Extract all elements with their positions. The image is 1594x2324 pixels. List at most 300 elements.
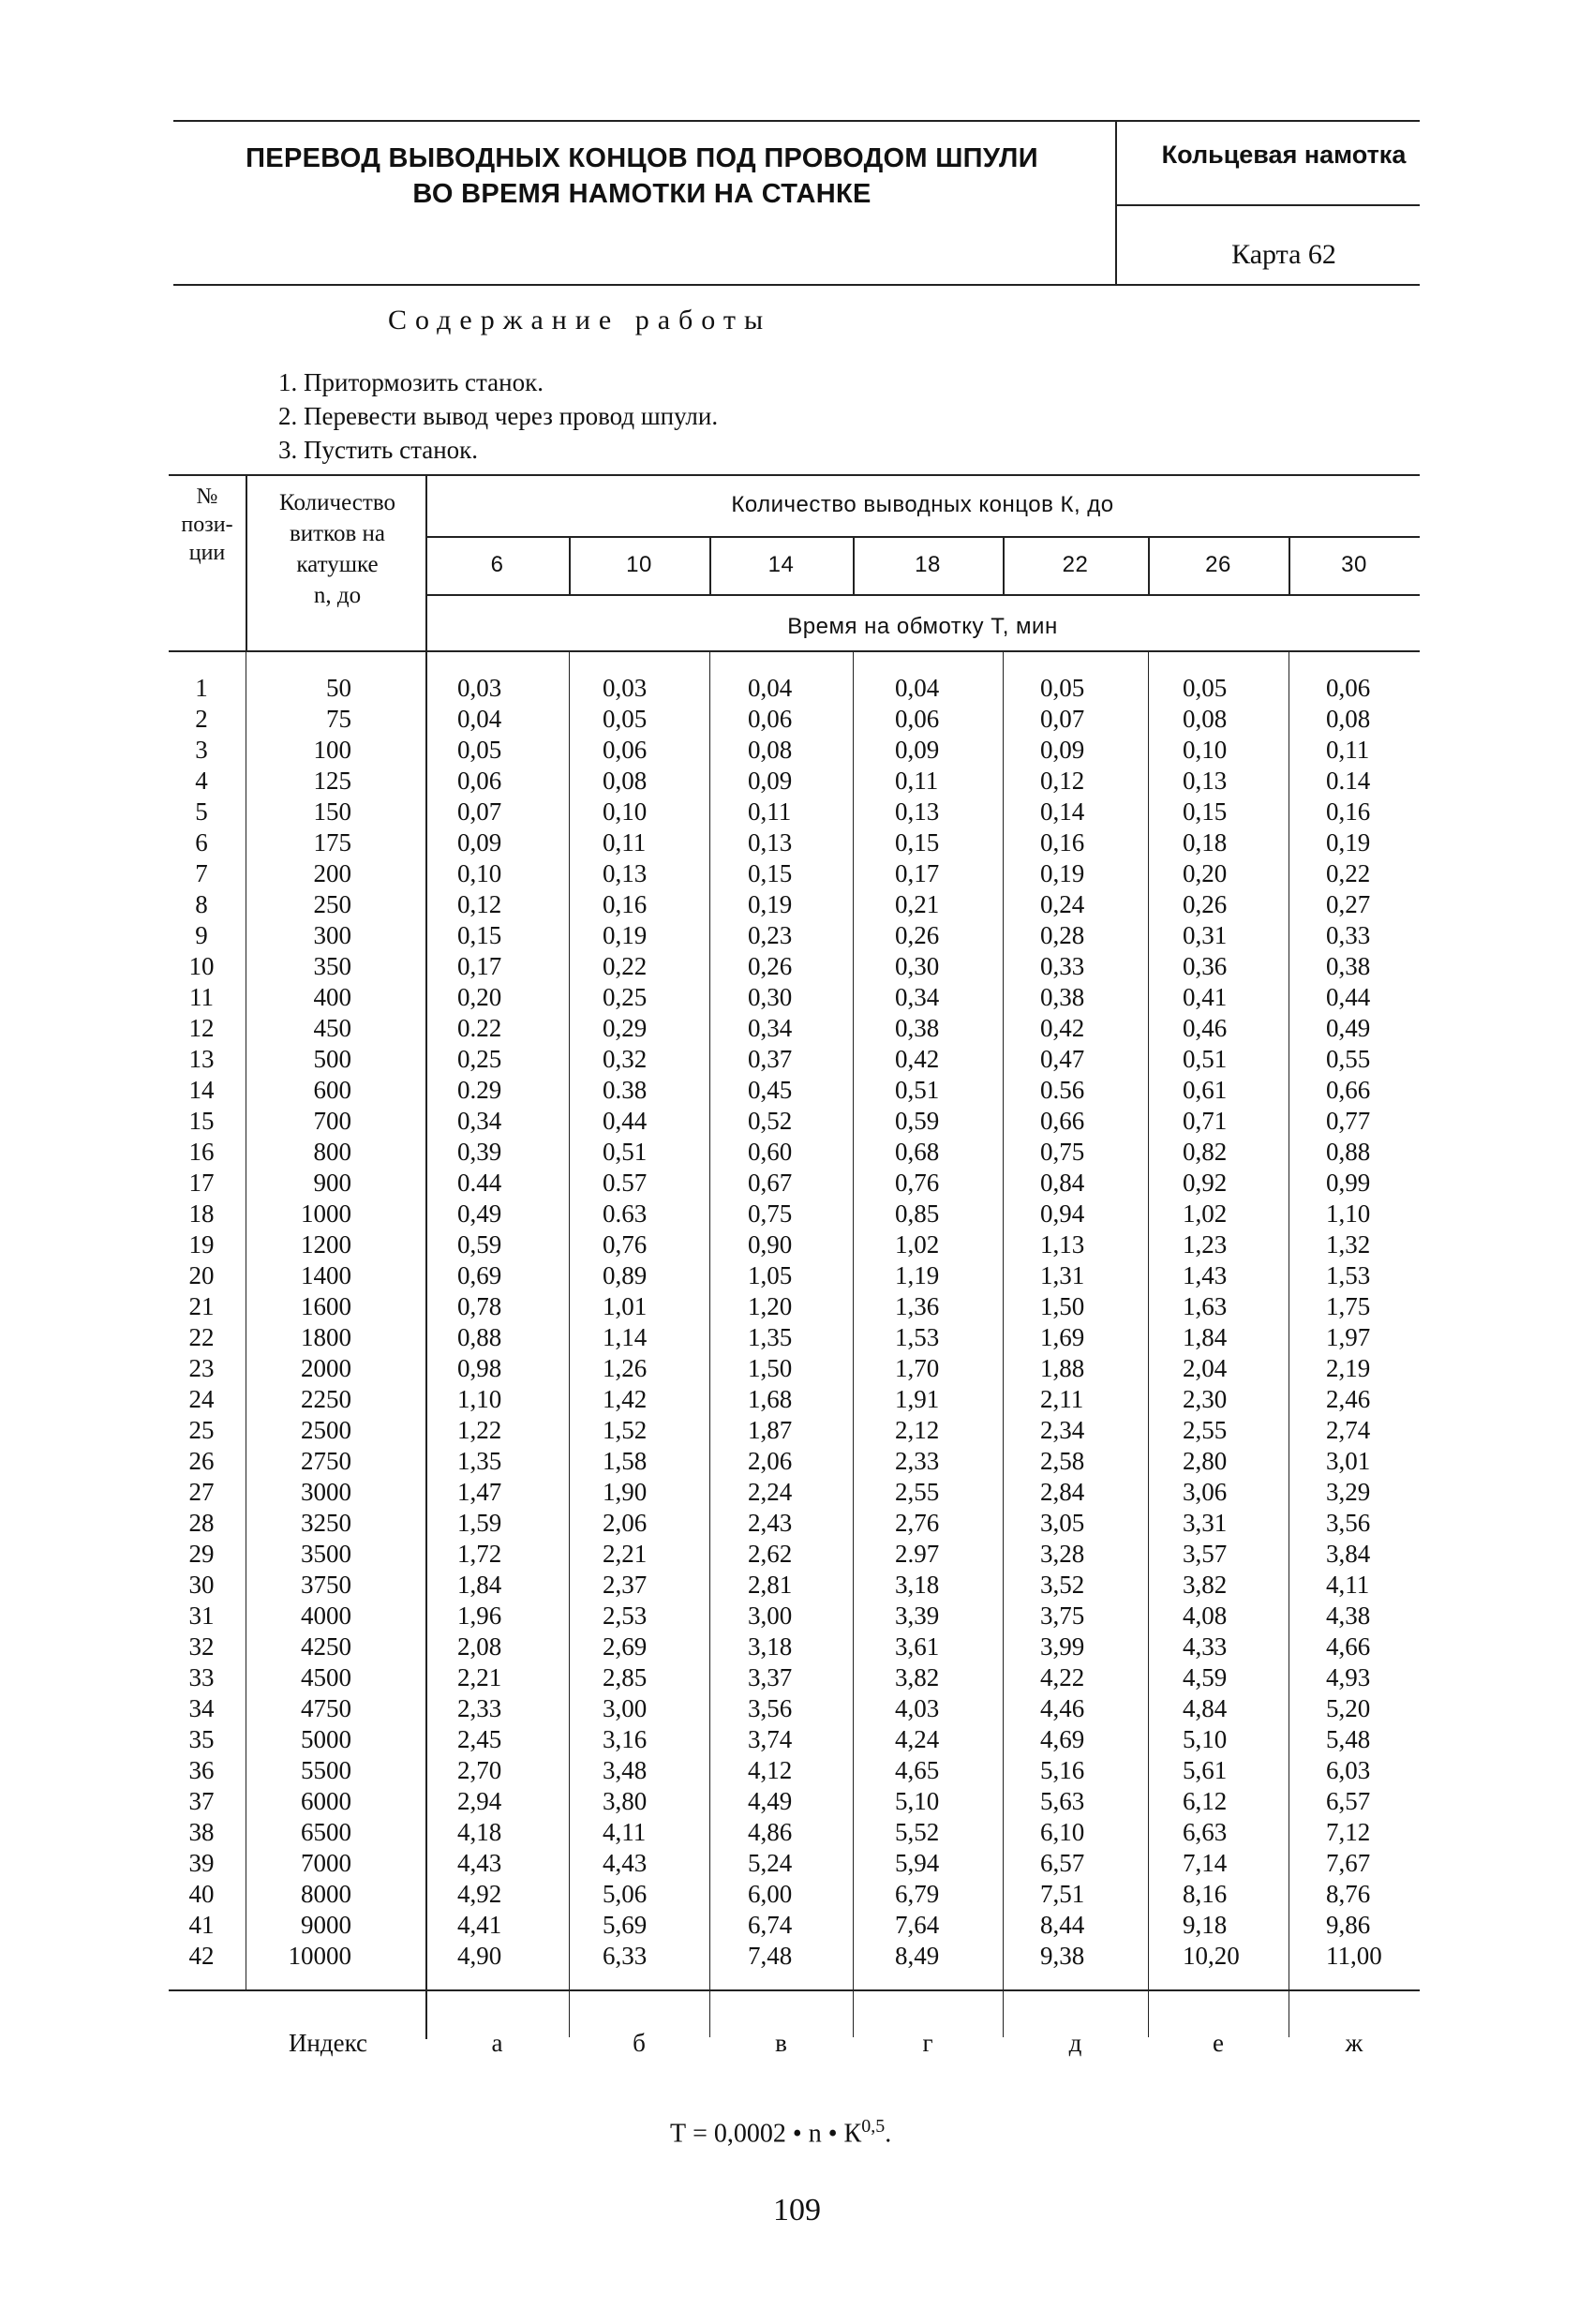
table-cell: 11	[189, 983, 214, 1011]
table-cell: 22	[188, 1323, 215, 1351]
table-cell: 50	[326, 674, 351, 702]
table-cell: 4,59	[1183, 1663, 1228, 1691]
table-cell: 8,76	[1326, 1880, 1371, 1908]
table-cell: 0,13	[603, 859, 648, 887]
table-cell: 1,90	[603, 1478, 648, 1506]
table-cell: 6,79	[895, 1880, 940, 1908]
table-cell: 2,37	[603, 1571, 648, 1599]
table-cell: 0,76	[603, 1230, 648, 1259]
time-column-k6	[457, 673, 501, 1972]
table-cell: 0,88	[1326, 1138, 1371, 1166]
table-cell: 14	[188, 1076, 215, 1104]
table-cell: 6,74	[748, 1911, 793, 1939]
table-cell: 0,21	[895, 890, 940, 918]
table-cell: 1000	[301, 1199, 351, 1228]
table-cell: 0,32	[603, 1045, 648, 1073]
table-cell: 1,84	[457, 1571, 502, 1599]
body-rule-3	[853, 650, 854, 2037]
k-value-30: 30	[1341, 552, 1367, 577]
table-cell: 2,21	[457, 1663, 502, 1691]
col-header-turns	[248, 487, 426, 611]
table-cell: 2,04	[1183, 1354, 1228, 1382]
table-cell: 3,82	[895, 1663, 940, 1691]
table-cell: 0,04	[895, 674, 940, 702]
table-cell: 0,49	[1326, 1014, 1371, 1042]
table-cell: 1,35	[748, 1323, 793, 1351]
table-cell: 450	[313, 1014, 351, 1042]
table-cell: 1,10	[1326, 1199, 1371, 1228]
time-column-k30	[1326, 673, 1382, 1972]
table-cell: 3,80	[603, 1787, 648, 1815]
table-cell: 2	[195, 705, 208, 733]
table-cell: 5,69	[603, 1911, 648, 1939]
table-cell: 0,89	[603, 1261, 648, 1289]
table-cell: 2,85	[603, 1663, 648, 1691]
table-cell: 2,33	[895, 1447, 940, 1475]
table-cell: 5,20	[1326, 1694, 1371, 1722]
table-cell: 4,11	[1326, 1571, 1370, 1599]
table-cell: 37	[188, 1787, 215, 1815]
table-cell: 700	[313, 1107, 351, 1135]
table-cell: 5,24	[748, 1849, 793, 1877]
table-cell: 4,38	[1326, 1601, 1371, 1630]
table-cell: 0,03	[457, 674, 502, 702]
table-cell: 1,26	[603, 1354, 648, 1382]
k-value-26: 26	[1205, 552, 1231, 577]
table-cell: 0,15	[748, 859, 793, 887]
table-cell: 5,52	[895, 1818, 940, 1846]
table-cell: 0,30	[895, 952, 940, 980]
table-cell: 13	[188, 1045, 215, 1073]
table-cell: 2,33	[457, 1694, 502, 1722]
table-cell: 9000	[301, 1911, 351, 1939]
table-cell: 0.22	[457, 1014, 502, 1042]
table-cell: 3,18	[748, 1632, 793, 1661]
table-cell: 0,03	[603, 674, 648, 702]
formula-text: Т = 0,0002 • n • К	[670, 2119, 862, 2149]
table-cell: 1200	[301, 1230, 351, 1259]
table-cell: 0,99	[1326, 1169, 1371, 1197]
table-cell: 0,08	[1326, 705, 1371, 733]
index-letter: а	[491, 2029, 503, 2057]
table-cell: 5,16	[1040, 1756, 1085, 1784]
body-rule-2	[709, 650, 710, 2037]
table-cell: 9,18	[1183, 1911, 1228, 1939]
table-cell: 0,42	[1040, 1014, 1085, 1042]
table-cell: 0,94	[1040, 1199, 1085, 1228]
table-cell: 1,70	[895, 1354, 940, 1382]
table-cell: 0.29	[457, 1076, 502, 1104]
table-cell: 7,14	[1183, 1849, 1228, 1877]
table-cell: 4,18	[457, 1818, 502, 1846]
table-cell: 150	[313, 797, 351, 826]
table-cell: 7,12	[1326, 1818, 1371, 1846]
table-cell: 3	[195, 736, 208, 764]
col-header-position-line: №	[196, 484, 218, 509]
k-value-22: 22	[1062, 552, 1089, 577]
table-cell: 4,11	[603, 1818, 647, 1846]
table-cell: 4,22	[1040, 1663, 1085, 1691]
table-cell: 0,45	[748, 1076, 793, 1104]
table-cell: 1,23	[1183, 1230, 1228, 1259]
table-cell: 4750	[301, 1694, 351, 1722]
table-cell: 2,19	[1326, 1354, 1371, 1382]
table-cell: 0,11	[748, 797, 792, 826]
table-cell: 1,14	[603, 1323, 648, 1351]
table-cell: 0,67	[748, 1169, 793, 1197]
table-cell: 0,07	[457, 797, 502, 826]
table-cell: 0,16	[1326, 797, 1371, 826]
index-letter: е	[1213, 2029, 1224, 2057]
table-cell: 35	[188, 1725, 215, 1753]
table-cell: 2,12	[895, 1416, 940, 1444]
table-cell: 1,97	[1326, 1323, 1371, 1351]
table-cell: 3,56	[748, 1694, 793, 1722]
table-cell: 2,53	[603, 1601, 648, 1630]
table-cell: 0,92	[1183, 1169, 1228, 1197]
table-cell: 0,28	[1040, 921, 1085, 949]
table-cell: 0,22	[603, 952, 648, 980]
table-cell: 0,19	[748, 890, 793, 918]
table-cell: 0,22	[1326, 859, 1371, 887]
table-cell: 17	[188, 1169, 215, 1197]
table-cell: 0,31	[1183, 921, 1228, 949]
table-cell: 6,63	[1183, 1818, 1228, 1846]
table-cell: 0,68	[895, 1138, 940, 1166]
table-cell: 0,04	[457, 705, 502, 733]
card-number: Карта 62	[1231, 239, 1336, 270]
col-header-turns-line: витков на	[289, 521, 385, 546]
table-cell: 0.44	[457, 1169, 502, 1197]
table-cell: 2,74	[1326, 1416, 1371, 1444]
table-cell: 4,69	[1040, 1725, 1085, 1753]
table-cell: 5,48	[1326, 1725, 1371, 1753]
table-cell: 34	[188, 1694, 215, 1722]
table-cell: 1,59	[457, 1509, 502, 1537]
table-cell: 3,31	[1183, 1509, 1228, 1537]
table-cell: 36	[188, 1756, 215, 1784]
table-cell: 42	[188, 1942, 215, 1970]
table-cell: 2,21	[603, 1540, 648, 1568]
index-label: Индекс	[288, 2029, 368, 2057]
table-cell: 3250	[301, 1509, 351, 1537]
table-cell: 3,61	[895, 1632, 940, 1661]
table-cell: 24	[188, 1385, 215, 1413]
table-cell: 0,42	[895, 1045, 940, 1073]
table-cell: 250	[313, 890, 351, 918]
table-cell: 3500	[301, 1540, 351, 1568]
body-index-rule	[169, 1989, 1420, 1991]
index-letter: г	[922, 2029, 933, 2057]
table-cell: 10000	[288, 1942, 351, 1970]
formula-exponent: 0,5	[861, 2116, 886, 2137]
table-cell: 2,84	[1040, 1478, 1085, 1506]
table-cell: 2,69	[603, 1632, 648, 1661]
table-cell: 0,10	[603, 797, 648, 826]
table-cell: 6	[195, 828, 208, 857]
table-cell: 0,49	[457, 1199, 502, 1228]
table-cell: 6,00	[748, 1880, 793, 1908]
table-cell: 300	[313, 921, 351, 949]
table-cell: 0,06	[457, 767, 502, 795]
table-cell: 100	[313, 736, 351, 764]
k-value-10: 10	[626, 552, 652, 577]
table-cell: 3,39	[895, 1601, 940, 1630]
table-cell: 2750	[301, 1447, 351, 1475]
table-cell: 5,63	[1040, 1787, 1085, 1815]
table-cell: 27	[188, 1478, 215, 1506]
table-cell: 0,08	[748, 736, 793, 764]
time-column-k18	[895, 673, 939, 1972]
page-number: 109	[773, 2193, 821, 2227]
table-cell: 0,05	[457, 736, 502, 764]
index-letter: б	[633, 2029, 646, 2057]
table-cell: 0,29	[603, 1014, 648, 1042]
table-cell: 0,34	[748, 1014, 793, 1042]
table-cell: 0,98	[457, 1354, 502, 1382]
table-cell: 3,01	[1326, 1447, 1371, 1475]
table-cell: 7,67	[1326, 1849, 1371, 1877]
table-cell: 1,52	[603, 1416, 648, 1444]
table-cell: 0,66	[1040, 1107, 1085, 1135]
header-bottom-rule	[173, 284, 1420, 286]
table-cell: 6500	[301, 1818, 351, 1846]
table-cell: 5,94	[895, 1849, 940, 1877]
table-cell: 3,48	[603, 1756, 648, 1784]
table-cell: 1,42	[603, 1385, 648, 1413]
table-cell: 1,58	[603, 1447, 648, 1475]
table-cell: 1,43	[1183, 1261, 1228, 1289]
table-cell: 0,55	[1326, 1045, 1371, 1073]
table-cell: 4	[195, 767, 208, 795]
col-rule-turns	[425, 474, 427, 2039]
table-cell: 0,05	[1040, 674, 1085, 702]
table-cell: 4,24	[895, 1725, 940, 1753]
table-cell: 0,59	[457, 1230, 502, 1259]
header-body-rule	[169, 650, 1420, 652]
table-cell: 0,07	[1040, 705, 1085, 733]
table-cell: 0.14	[1326, 767, 1371, 795]
table-cell: 1,47	[457, 1478, 502, 1506]
table-cell: 0,17	[457, 952, 502, 980]
table-cell: 7,64	[895, 1911, 940, 1939]
time-column-k14	[748, 673, 792, 1972]
table-cell: 4,86	[748, 1818, 793, 1846]
table-cell: 5000	[301, 1725, 351, 1753]
table-cell: 10,20	[1183, 1942, 1240, 1970]
table-cell: 0,77	[1326, 1107, 1371, 1135]
table-cell: 5,06	[603, 1880, 648, 1908]
table-cell: 800	[313, 1138, 351, 1166]
table-cell: 0,75	[748, 1199, 793, 1228]
table-cell: 1,32	[1326, 1230, 1371, 1259]
table-cell: 0,05	[1183, 674, 1228, 702]
table-cell: 2,24	[748, 1478, 793, 1506]
table-cell: 6,33	[603, 1942, 648, 1970]
k-values-rule	[425, 594, 1420, 596]
table-cell: 23	[188, 1354, 215, 1382]
table-cell: 4,08	[1183, 1601, 1228, 1630]
table-cell: 3,84	[1326, 1540, 1371, 1568]
table-cell: 0,61	[1183, 1076, 1228, 1104]
k-header-rule	[425, 536, 1420, 538]
table-cell: 1,20	[748, 1292, 793, 1320]
table-cell: 2,55	[895, 1478, 940, 1506]
table-cell: 0,90	[748, 1230, 793, 1259]
table-cell: 3,56	[1326, 1509, 1371, 1537]
table-cell: 8,44	[1040, 1911, 1085, 1939]
table-cell: 0,16	[603, 890, 648, 918]
work-content-title: Содержание работы	[388, 305, 772, 335]
table-cell: 1,31	[1040, 1261, 1085, 1289]
table-cell: 0.63	[603, 1199, 648, 1228]
table-cell: 0,13	[895, 797, 940, 826]
table-cell: 0,16	[1040, 828, 1085, 857]
table-cell: 0,51	[1183, 1045, 1228, 1073]
table-cell: 0,33	[1326, 921, 1371, 949]
title-line-2: ВО ВРЕМЯ НАМОТКИ НА СТАНКЕ	[412, 179, 871, 209]
table-cell: 3,99	[1040, 1632, 1085, 1661]
table-cell: 2,08	[457, 1632, 502, 1661]
col-header-turns-line: Количество	[279, 490, 395, 515]
table-cell: 20	[188, 1261, 215, 1289]
table-cell: 1,13	[1040, 1230, 1085, 1259]
table-cell: 1,68	[748, 1385, 793, 1413]
table-cell: 2250	[301, 1385, 351, 1413]
table-cell: 21	[188, 1292, 215, 1320]
table-cell: 200	[313, 859, 351, 887]
k-value-14: 14	[767, 552, 795, 577]
table-cell: 0,18	[1183, 828, 1228, 857]
table-cell: 0,30	[748, 983, 793, 1011]
time-header: Время на обмотку Т, мин	[787, 614, 1058, 639]
table-cell: 32	[188, 1632, 215, 1661]
table-cell: 4,49	[748, 1787, 793, 1815]
table-cell: 0,24	[1040, 890, 1085, 918]
table-cell: 0,38	[1326, 952, 1371, 980]
table-cell: 4,33	[1183, 1632, 1228, 1661]
table-cell: 0,15	[1183, 797, 1228, 826]
work-step: 1. Притормозить станок.	[278, 368, 544, 396]
table-cell: 2,11	[1040, 1385, 1084, 1413]
title-line-1: ПЕРЕВОД ВЫВОДНЫХ КОНЦОВ ПОД ПРОВОДОМ ШПУЛИ	[246, 143, 1038, 173]
table-cell: 0,23	[748, 921, 793, 949]
body-rule-5	[1148, 650, 1149, 2037]
table-cell: 0,34	[457, 1107, 502, 1135]
table-cell: 2,58	[1040, 1447, 1085, 1475]
table-cell: 0,12	[457, 890, 502, 918]
table-cell: 2,30	[1183, 1385, 1228, 1413]
table-cell: 1,91	[895, 1385, 940, 1413]
table-cell: 0,36	[1183, 952, 1228, 980]
table-cell: 4,90	[457, 1942, 502, 1970]
table-cell: 2,62	[748, 1540, 793, 1568]
table-cell: 3,05	[1040, 1509, 1085, 1537]
page-title	[192, 141, 1092, 212]
table-cell: 4250	[301, 1632, 351, 1661]
table-cell: 0,26	[748, 952, 793, 980]
table-cell: 1,75	[1326, 1292, 1371, 1320]
table-cell: 4000	[301, 1601, 351, 1630]
table-cell: 4,12	[748, 1756, 793, 1784]
table-cell: 0,10	[457, 859, 502, 887]
table-cell: 4,93	[1326, 1663, 1371, 1691]
table-cell: 5,61	[1183, 1756, 1228, 1784]
table-cell: 3,29	[1326, 1478, 1371, 1506]
table-cell: 25	[188, 1416, 215, 1444]
table-cell: 26	[188, 1447, 215, 1475]
table-cell: 0,85	[895, 1199, 940, 1228]
table-cell: 0,08	[1183, 705, 1228, 733]
table-cell: 2,34	[1040, 1416, 1085, 1444]
table-cell: 0,14	[1040, 797, 1085, 826]
table-cell: 2,94	[457, 1787, 502, 1815]
table-cell: 3,00	[603, 1694, 648, 1722]
table-cell: 1,02	[1183, 1199, 1228, 1228]
body-rule-1	[569, 650, 570, 2037]
table-cell: 1,05	[748, 1261, 793, 1289]
table-cell: 2,06	[603, 1509, 648, 1537]
table-cell: 1,84	[1183, 1323, 1228, 1351]
table-cell: 4,65	[895, 1756, 940, 1784]
table-cell: 0,06	[1326, 674, 1371, 702]
col-header-position-line: пози-	[181, 513, 233, 537]
table-cell: 3,82	[1183, 1571, 1228, 1599]
table-cell: 7,51	[1040, 1880, 1085, 1908]
table-cell: 2,55	[1183, 1416, 1228, 1444]
category-label: Кольцевая намотка	[1161, 141, 1407, 169]
table-cell: 41	[188, 1911, 215, 1939]
table-cell: 400	[313, 983, 351, 1011]
table-cell: 500	[313, 1045, 351, 1073]
table-cell: 1	[195, 674, 208, 702]
table-cell: 33	[188, 1663, 215, 1691]
table-cell: 28	[188, 1509, 215, 1537]
table-cell: 0,09	[457, 828, 502, 857]
table-cell: 39	[188, 1849, 215, 1877]
table-cell: 1400	[301, 1261, 351, 1289]
table-cell: 0,05	[603, 705, 648, 733]
table-cell: 0,60	[748, 1138, 793, 1166]
table-cell: 0,38	[895, 1014, 940, 1042]
col-header-turns-line: n, до	[313, 583, 362, 608]
table-cell: 2500	[301, 1416, 351, 1444]
table-cell: 2,45	[457, 1725, 502, 1753]
table-cell: 1,22	[457, 1416, 502, 1444]
work-step: 3. Пустить станок.	[278, 436, 479, 464]
table-cell: 11,00	[1326, 1942, 1382, 1970]
table-cell: 0,06	[895, 705, 940, 733]
table-cell: 2,76	[895, 1509, 940, 1537]
table-cell: 0,09	[1040, 736, 1085, 764]
table-cell: 0.38	[603, 1076, 648, 1104]
table-cell: 1,72	[457, 1540, 502, 1568]
table-cell: 6,10	[1040, 1818, 1085, 1846]
time-column-k10	[603, 673, 647, 1972]
table-cell: 0,84	[1040, 1169, 1085, 1197]
table-cell: 3,75	[1040, 1601, 1085, 1630]
table-cell: 1,01	[603, 1292, 648, 1320]
table-cell: 5500	[301, 1756, 351, 1784]
table-cell: 350	[313, 952, 351, 980]
table-cell: 3000	[301, 1478, 351, 1506]
table-cell: 31	[188, 1601, 215, 1630]
work-steps-list	[278, 365, 718, 467]
time-column-k22	[1040, 673, 1084, 1972]
col-header-turns-line: катушке	[296, 552, 379, 577]
table-cell: 1,50	[1040, 1292, 1085, 1320]
index-letter: ж	[1345, 2029, 1363, 2057]
